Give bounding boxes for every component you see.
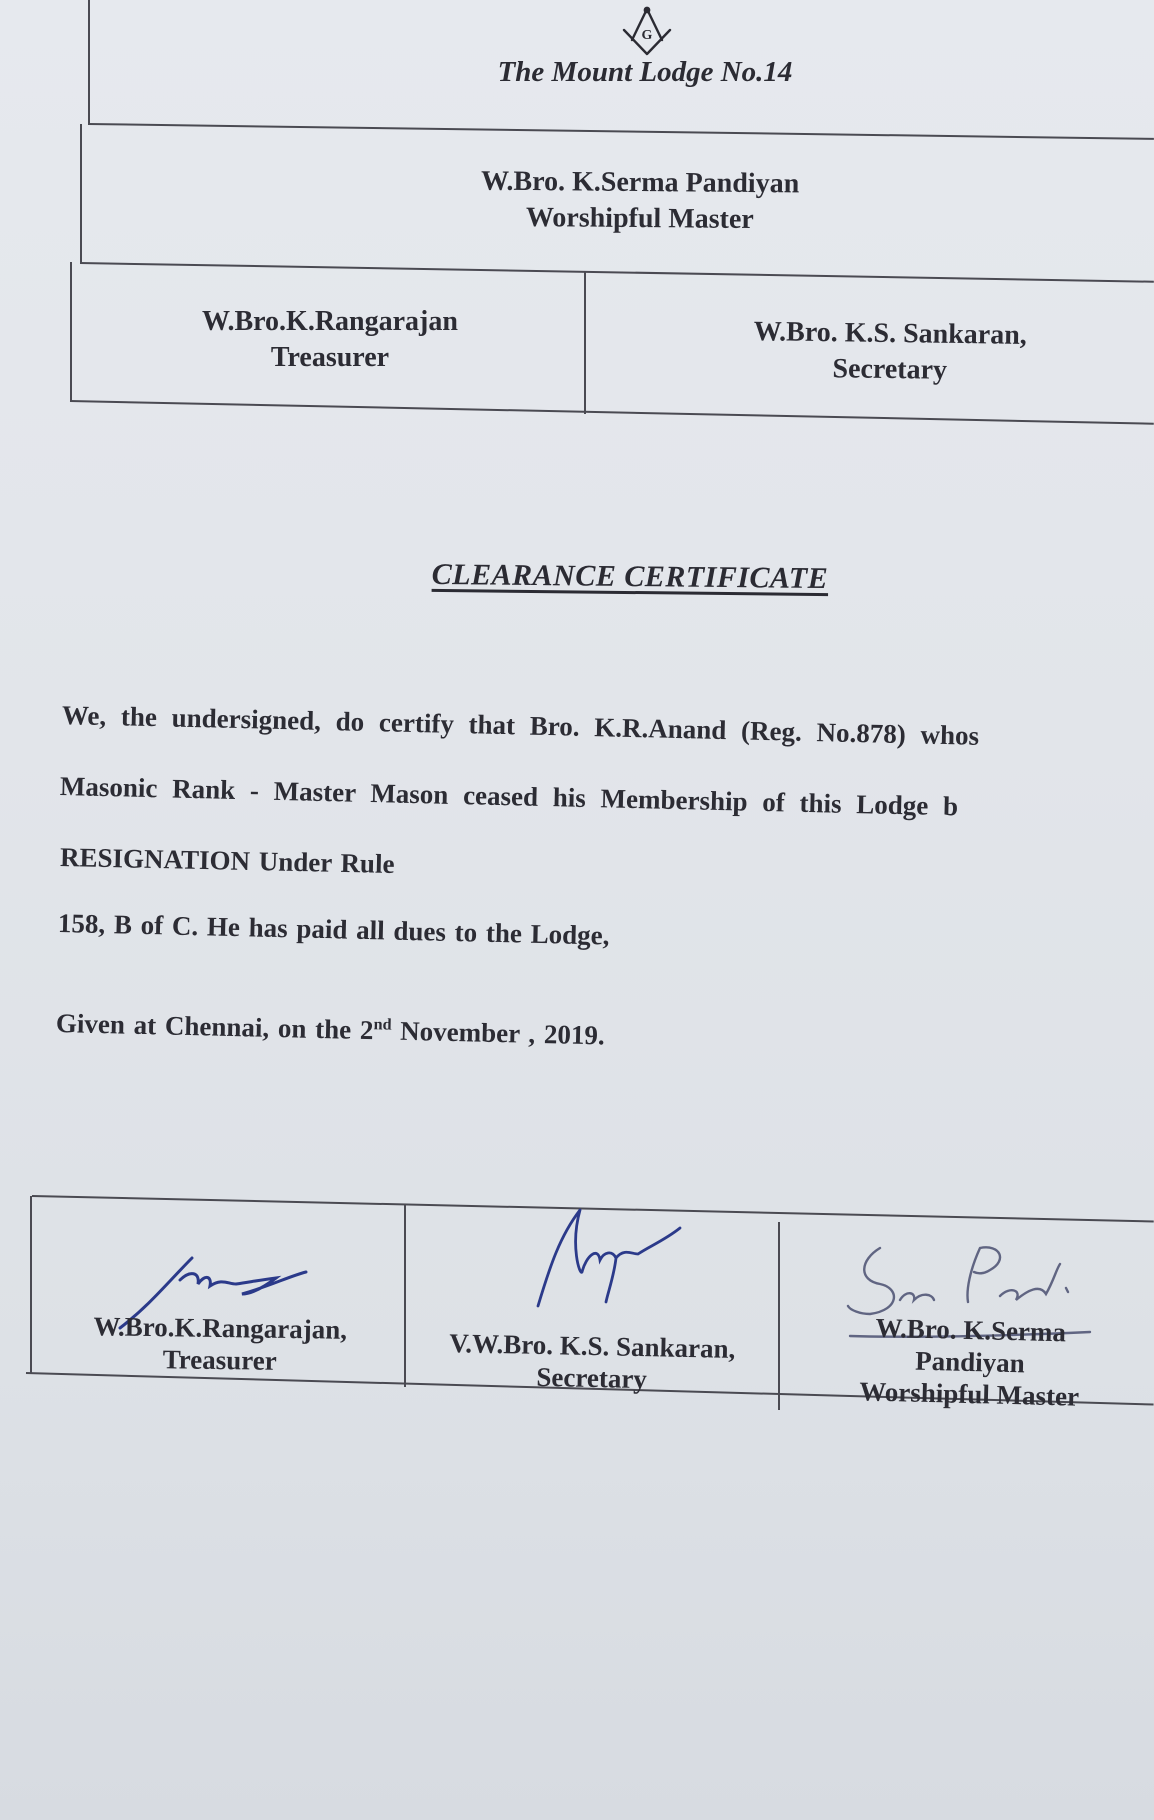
header-left-border-2 xyxy=(80,124,82,264)
square-and-compasses-icon xyxy=(618,6,676,58)
given-rest: November , 2019. xyxy=(391,1015,606,1051)
body-line-1: We, the undersigned, do certify that Bro. K.R.Anand (Reg. No.878) whos xyxy=(61,700,980,751)
master-title: Worshipful Master xyxy=(525,202,754,235)
header-divider-2 xyxy=(80,262,1154,283)
signatory-master-name-2: Pandiyan xyxy=(914,1345,1026,1379)
header-mid-divider xyxy=(584,271,586,414)
master-name: W.Bro. K.Serma Pandiyan xyxy=(480,165,800,200)
signatory-treasurer-name: W.Bro.K.Rangarajan, xyxy=(93,1311,348,1345)
signatory-treasurer-title: Treasurer xyxy=(162,1344,277,1376)
header-divider-1 xyxy=(88,123,1154,140)
body-line-2: Masonic Rank - Master Mason ceased his Membership of this Lodge b xyxy=(59,771,959,822)
signatory-master xyxy=(799,1310,1141,1414)
sig-left-border xyxy=(30,1196,32,1373)
sig-divider-1 xyxy=(404,1204,406,1387)
signature-secretary xyxy=(520,1206,690,1316)
svg-text:G: G xyxy=(641,28,653,43)
header-left-border-3 xyxy=(70,262,72,402)
signatory-treasurer xyxy=(40,1309,401,1378)
treasurer-title: Treasurer xyxy=(270,342,390,373)
signatory-secretary-name: V.W.Bro. K.S. Sankaran, xyxy=(448,1328,736,1364)
header-secretary xyxy=(700,313,1081,390)
header-bottom-border xyxy=(70,400,1154,425)
header-master xyxy=(420,163,861,239)
header-treasurer xyxy=(150,304,510,376)
body-line-4: 158, B of C. He has paid all dues to the Lodge, xyxy=(57,908,610,951)
given-ordinal: nd xyxy=(373,1015,392,1034)
sig-divider-2 xyxy=(778,1222,780,1410)
given-line xyxy=(56,1008,605,1051)
signatory-master-title: Worshipful Master xyxy=(859,1376,1080,1412)
lodge-name: The Mount Lodge No.14 xyxy=(497,56,793,88)
certificate-title: CLEARANCE CERTIFICATE xyxy=(431,557,829,596)
signatory-master-name: W.Bro. K.Serma xyxy=(875,1312,1067,1348)
header-left-border xyxy=(88,0,90,125)
given-prefix: Given at Chennai, on the 2 xyxy=(55,1008,374,1046)
body-line-3: RESIGNATION Under Rule xyxy=(59,842,395,880)
treasurer-name: W.Bro.K.Rangarajan xyxy=(202,306,458,337)
secretary-title: Secretary xyxy=(832,353,948,386)
secretary-name: W.Bro. K.S. Sankaran, xyxy=(753,316,1028,351)
signatory-secretary-title: Secretary xyxy=(536,1361,648,1395)
signatory-secretary xyxy=(411,1326,772,1398)
sig-top-border xyxy=(32,1195,1154,1222)
